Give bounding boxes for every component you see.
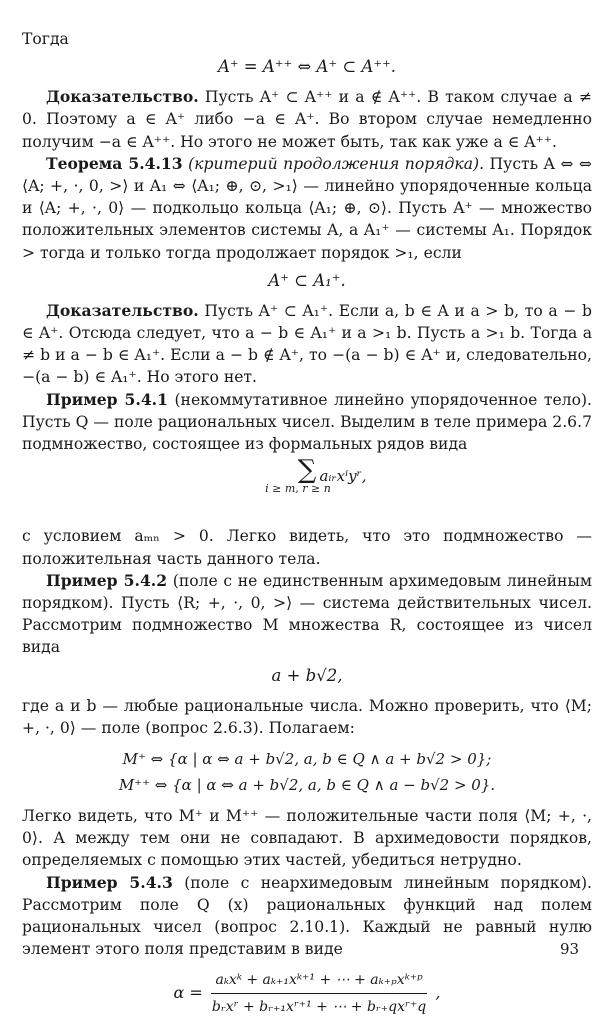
example-text-continued: где a и b — любые рациональные числа. Можно проверить, что ⟨M; +, ·, 0⟩ — поле (вопрос 2.6.3). Полагаем: — [22, 696, 592, 737]
fraction-lhs: α = — [173, 982, 203, 1002]
theorem-heading: Теорема 5.4.13 — [46, 153, 183, 173]
fraction-numerator: aₖxᵏ + aₖ₊₁xᵏ⁺¹ + ⋯ + aₖ₊ₚxᵏ⁺ᵖ — [211, 969, 426, 994]
formula-inclusion: A⁺ ⊂ A₁⁺. — [268, 270, 346, 290]
formula-sum — [22, 457, 592, 517]
example-heading: Пример 5.4.1 — [46, 389, 168, 409]
example-text: (поле с не единственным архимедовым линейным порядком). Пусть ⟨R; +, ·, 0, >⟩ — система действительных чисел. Рассмотрим подмножество M множества R, состоящее из чисел вида — [22, 571, 592, 657]
example-heading: Пример 5.4.3 — [46, 872, 173, 892]
formula-rational-function — [22, 969, 592, 1018]
page-number: 93 — [560, 940, 580, 958]
theorem-text: Пусть A ⇔ ⇔ ⟨A; +, ·, 0, >⟩ и A₁ ⇔ ⟨A₁; ⊕, ⊙, >₁⟩ — линейно упорядоченные кольца и ⟨A; +, ·, 0⟩ — подкольцо кольца ⟨A₁; ⊕, ⊙⟩. Пусть A⁺ — множество положительных элементов системы A, а A₁⁺ — системы A₁. Порядок > тогда и только тогда продолжает порядок >₁, если — [22, 154, 593, 262]
example-text: (поле с неархимедовым линейным порядком). Рассмотрим поле Q (x) рациональных функций над полем рациональных чисел (вопрос 2.10.1). Каждый не равный нулю элемент этого поля представим в виде — [22, 873, 593, 959]
fraction-tail: , — [435, 982, 441, 1002]
example-paragraph-2 — [22, 570, 592, 659]
fraction-denominator: bᵣxʳ + bᵣ₊₁xʳ⁺¹ + ⋯ + bᵣ₊qxʳ⁺q — [211, 998, 427, 1015]
fraction — [208, 969, 430, 1018]
example-text: (некоммутативное линейно упорядоченное тело). Пусть Q — поле рациональных чисел. Выделим в теле примера 2.6.7 подмножество, состоящее из формальных рядов вида — [22, 390, 593, 454]
text-line: Тогда — [22, 30, 69, 48]
proof-heading: Доказательство. — [46, 87, 199, 107]
proof-paragraph-1 — [22, 86, 592, 153]
proof-text: Пусть A⁺ ⊂ A⁺⁺ и a ∉ A⁺⁺. В таком случае a ≠ 0. Поэтому a ∈ A⁺ либо −a ∈ A⁺. Во втором случае немедленно получим −a ∈ A⁺⁺. Но этого не может быть, так как уже a ∈ A⁺⁺. — [22, 88, 592, 151]
proof-paragraph-2 — [22, 300, 592, 389]
proof-heading: Доказательство. — [46, 300, 199, 320]
formula-m-plus: M⁺ ⇔ {α | α ⇔ a + b√2, a, b ∈ Q ∧ a + b√2 > 0}; — [122, 750, 492, 769]
page-body — [22, 28, 592, 1018]
formula-equivalence: A⁺ = A⁺⁺ ⇔ A⁺ ⊂ A⁺⁺. — [217, 57, 397, 77]
example-paragraph-3 — [22, 872, 592, 961]
formula-sqrt: a + b√2, — [271, 665, 343, 685]
proof-text: Пусть A⁺ ⊂ A₁⁺. Если a, b ∈ A и a > b, то a − b ∈ A⁺. Отсюда следует, что a − b ∈ A₁⁺ и a >₁ b. Пусть a >₁ b. Тогда a ≠ b и a − b ∈ A₁⁺. Если a − b ∉ A⁺, то −(a − b) ∈ A⁺ и, следовательно, −(a − b) ∈ A₁⁺. Но этого нет. — [22, 301, 592, 387]
sum-body: aᵢᵣxⁱyʳ, — [319, 467, 367, 486]
sum-sign: ∑ — [297, 455, 317, 486]
sum-limits: i ≥ m, r ≥ n — [265, 482, 331, 496]
formula-m-plus-plus: M⁺⁺ ⇔ {α | α ⇔ a + b√2, a, b ∈ Q ∧ a − b√2 > 0}. — [118, 776, 496, 795]
example-heading: Пример 5.4.2 — [46, 570, 168, 590]
theorem-subtitle: (критерий продолжения порядка). — [182, 154, 485, 173]
example-text-continued: с условием aₘₙ > 0. Легко видеть, что это подмножество — положительная часть данного тела. — [22, 527, 592, 568]
example-text-continued: Легко видеть, что M⁺ и M⁺⁺ — положительные части поля ⟨M; +, ·, 0⟩. А между тем они не совпадают. В архимедовости порядков, определяемых с помощью этих частей, убедиться нетрудно. — [22, 807, 592, 870]
theorem-paragraph — [22, 153, 592, 264]
example-paragraph-1 — [22, 389, 592, 456]
